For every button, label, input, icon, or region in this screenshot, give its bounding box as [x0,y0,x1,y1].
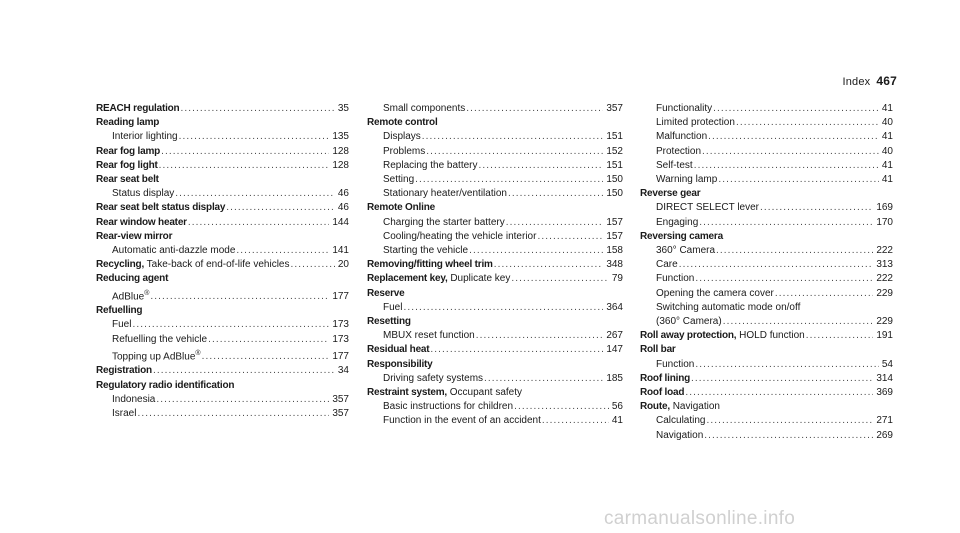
dot-leader [513,400,609,414]
page-reference[interactable]: 229 [876,316,893,328]
page-reference[interactable]: 147 [606,344,623,356]
page-reference[interactable]: 141 [332,245,349,257]
index-subentry [640,116,893,130]
index-heading [640,230,893,244]
dot-leader [235,244,329,258]
index-subentry [640,414,893,428]
entry-text [640,400,720,414]
index-heading [367,201,623,215]
index-heading [96,379,349,393]
dot-leader [774,287,873,301]
index-heading [96,230,349,244]
index-subentry [367,216,623,230]
heading-text: Refuelling [96,305,143,317]
page-reference[interactable]: 313 [876,259,893,271]
dot-leader [694,272,873,286]
index-entry [640,400,893,414]
subentry-text: Warning lamp [656,174,718,186]
page-reference[interactable]: 191 [876,330,893,342]
page-reference[interactable]: 34 [337,365,349,377]
subentry-text: Calculating [656,415,706,427]
watermark: carmanualsonline.info [604,508,796,529]
entry-text [367,258,493,272]
subentry-text: AdBlue® [112,289,150,302]
page-reference[interactable]: 79 [611,273,623,285]
subentry-text: (360° Camera) [656,316,722,328]
entry-term: Replacement key, [367,273,448,285]
entry-term: Recycling, [96,259,145,271]
subentry-text: Limited protection [656,117,735,129]
dot-leader [717,173,879,187]
dot-leader [429,343,603,357]
subentry-text: Indonesia [112,393,156,405]
page-reference[interactable]: 269 [876,429,893,441]
subentry-text: Engaging [656,216,699,228]
dot-leader [722,315,874,329]
page-reference[interactable]: 40 [881,145,893,157]
entry-text [96,364,152,378]
heading-text: Reducing agent [96,273,169,285]
subentry-text: Interior lighting [112,131,178,143]
index-subentry [96,244,349,258]
index-column-1 [96,102,349,421]
index-subentry [96,287,349,305]
page-reference[interactable]: 150 [606,188,623,200]
index-subentry [367,173,623,187]
entry-text [96,102,179,116]
index-subentry [96,130,349,144]
subentry-text: Stationary heater/ventilation [383,188,507,200]
page-number: 467 [876,74,897,88]
dot-leader [468,244,603,258]
page-reference[interactable]: 46 [337,188,349,200]
index-entry [96,201,349,215]
page-reference[interactable]: 41 [881,131,893,143]
index-subentry [96,318,349,332]
index-subentry [96,187,349,201]
index-entry [640,329,893,343]
entry-text [640,329,805,343]
subentry-text: Refuelling the vehicle [112,333,208,345]
dot-leader [174,187,335,201]
index-subentry [367,372,623,386]
index-subentry [367,159,623,173]
page-reference[interactable]: 169 [876,202,893,214]
heading-text: Resetting [367,316,411,328]
index-entry [367,386,623,400]
dot-leader [478,159,604,173]
index-subentry [640,102,893,116]
entry-text [96,159,158,173]
index-subentry [640,130,893,144]
entry-term: Registration [96,365,152,377]
page-reference[interactable]: 40 [881,117,893,129]
index-subentry [640,358,893,372]
entry-qualifier: Duplicate key [447,273,511,285]
subentry-text: Fuel [383,301,403,313]
index-subentry [367,187,623,201]
subentry-text: Cooling/heating the vehicle interior [383,230,537,242]
dot-leader [155,393,329,407]
heading-text: Responsibility [367,358,433,370]
entry-text [96,258,289,272]
page-reference[interactable]: 229 [876,287,893,299]
heading-text: Regulatory radio identification [96,379,235,391]
dot-leader [698,216,873,230]
page-reference[interactable]: 267 [606,330,623,342]
page-reference[interactable]: 56 [611,401,623,413]
dot-leader [414,173,603,187]
page-reference[interactable]: 41 [881,174,893,186]
dot-leader [160,145,329,159]
entry-text [640,372,690,386]
dot-leader [690,372,873,386]
index-column-2 [367,102,623,429]
index-subentry [640,173,893,187]
dot-leader [703,429,873,443]
page-reference[interactable]: 157 [606,230,623,242]
dot-leader [131,318,329,332]
page-reference[interactable]: 314 [876,372,893,384]
index-subentry [367,130,623,144]
subentry-text: Driving safety systems [383,372,484,384]
entry-text [96,145,160,159]
dot-leader [201,350,330,364]
dot-leader [425,145,603,159]
index-heading [640,343,893,357]
heading-text: Rear seat belt [96,174,159,186]
subentry-text: Opening the camera cover [656,287,774,299]
page-reference[interactable]: 177 [332,351,349,363]
index-subentry [367,230,623,244]
index-subentry [640,429,893,443]
dot-leader [152,364,335,378]
index-subentry [367,244,623,258]
dot-leader [805,329,874,343]
entry-qualifier: Occupant safety [446,387,523,399]
entry-term: Rear fog light [96,159,158,171]
dot-leader [187,216,329,230]
entry-term: Rear fog lamp [96,145,161,157]
heading-text: Reversing camera [640,230,723,242]
index-subentry [367,414,623,428]
index-heading [96,272,349,286]
subentry-text: Basic instructions for children [383,401,514,413]
page-reference[interactable]: 357 [332,393,349,405]
index-entry [96,102,349,116]
entry-qualifier: Take-back of end-of-life vehicles [144,259,290,271]
subentry-text: Functionality [656,103,713,114]
dot-leader [694,358,879,372]
dot-leader [493,258,604,272]
page-reference[interactable]: 369 [876,387,893,399]
index-subentry [640,159,893,173]
page-reference[interactable]: 46 [337,202,349,214]
dot-leader [505,216,604,230]
entry-term: Restraint system, [367,387,447,399]
entry-qualifier: HOLD function [736,330,805,342]
subentry-text: Status display [112,188,175,200]
index-entry [96,364,349,378]
index-entry [640,372,893,386]
index-entry [96,159,349,173]
dot-leader [178,130,330,144]
index-heading [367,315,623,329]
dot-leader [684,386,873,400]
index-entry [367,258,623,272]
page-reference[interactable]: 41 [881,159,893,171]
index-subentry [96,407,349,421]
page-reference[interactable]: 135 [332,131,349,143]
subentry-text: Charging the starter battery [383,216,505,228]
index-entry [640,386,893,400]
dot-leader [510,272,609,286]
page-reference[interactable]: 151 [606,159,623,171]
page-reference[interactable]: 151 [606,131,623,143]
subentry-text: Setting [383,174,415,186]
index-label: Index [842,76,871,88]
index-subentry [640,287,893,301]
heading-text: Reading lamp [96,117,160,129]
dot-leader [536,230,603,244]
page-reference[interactable]: 170 [876,216,893,228]
entry-text [96,201,225,215]
entry-text [96,216,187,230]
entry-term: Removing/fitting wheel trim [367,259,493,271]
subentry-text: Navigation [656,429,704,441]
entry-term: Roof lining [640,372,691,384]
index-subentry [367,301,623,315]
index-subentry [640,244,893,258]
page-reference[interactable]: 348 [606,259,623,271]
index-subentry [96,393,349,407]
index-entry [96,258,349,272]
subentry-text: Care [656,259,678,271]
dot-leader [707,130,879,144]
heading-text: Rear-view mirror [96,230,173,242]
subentry-text: Malfunction [656,131,708,143]
subentry-text: Replacing the battery [383,159,478,171]
subentry-text: Protection [656,145,702,157]
index-column-3 [640,102,893,443]
dot-leader [541,414,609,428]
index-subentry [367,329,623,343]
subentry-text: Function in the event of an accident [383,415,541,427]
entry-term: Roll away protection, [640,330,737,342]
subentry-text: Self-test [656,159,693,171]
page-reference[interactable]: 173 [332,333,349,345]
dot-leader [701,145,879,159]
dot-leader [693,159,879,173]
entry-text [367,343,429,357]
subentry-text: Problems [383,145,426,157]
page-reference[interactable]: 271 [876,415,893,427]
index-subentry [640,216,893,230]
entry-term: Roof load [640,387,685,399]
subentry-text: Small components [383,103,466,114]
index-entry [367,272,623,286]
dot-leader [759,201,873,215]
subentry-text: Starting the vehicle [383,245,469,257]
dot-leader [735,116,879,130]
entry-term: Rear window heater [96,216,187,228]
dot-leader [149,290,329,304]
index-entry [96,145,349,159]
dot-leader [225,201,335,215]
subentry-text: Israel [112,407,137,419]
page-reference[interactable]: 357 [606,103,623,114]
index-subentry [640,301,893,315]
page-reference[interactable]: 357 [332,407,349,419]
entry-text [640,386,684,400]
index-subentry [96,333,349,347]
subentry-text: Automatic anti-dazzle mode [112,245,236,257]
page-reference[interactable]: 173 [332,319,349,331]
index-entry [367,343,623,357]
page-reference[interactable]: 41 [881,103,893,114]
index-heading [367,116,623,130]
dot-leader [421,130,604,144]
subentry-text: Function [656,358,695,370]
subentry-text: Displays [383,131,421,143]
subentry-text: Topping up AdBlue® [112,349,201,363]
dot-leader [465,102,603,116]
index-subentry [367,145,623,159]
entry-term: Residual heat [367,344,430,356]
index-heading [96,116,349,130]
dot-leader [179,102,334,116]
page-reference[interactable]: 177 [332,290,349,302]
dot-leader [705,414,873,428]
dot-leader [289,258,334,272]
heading-text: Reserve [367,287,405,299]
index-heading [367,358,623,372]
subentry-text: MBUX reset function [383,330,475,342]
page-reference[interactable]: 185 [606,372,623,384]
dot-leader [402,301,603,315]
page-reference[interactable]: 54 [881,358,893,370]
index-subentry [96,347,349,365]
entry-text [367,272,510,286]
index-subentry [367,400,623,414]
page-reference[interactable]: 152 [606,145,623,157]
index-subentry [640,315,893,329]
index-subentry [640,272,893,286]
page-reference[interactable]: 150 [606,174,623,186]
subentry-text: 360° Camera [656,245,716,257]
page-reference[interactable]: 222 [876,245,893,257]
page-reference[interactable]: 364 [606,301,623,313]
heading-text: Roll bar [640,344,676,356]
entry-text [367,386,522,400]
page-reference[interactable]: 20 [337,259,349,271]
heading-text: Remote control [367,117,438,129]
index-subentry [640,258,893,272]
dot-leader [507,187,603,201]
index-heading [96,304,349,318]
dot-leader [136,407,329,421]
index-subentry [640,145,893,159]
index-heading [640,187,893,201]
page-reference[interactable]: 35 [337,103,349,114]
dot-leader [158,159,330,173]
subentry-text: Function [656,273,695,285]
page-reference[interactable]: 157 [606,216,623,228]
subentry-text: Switching automatic mode on/off [656,301,801,313]
dot-leader [475,329,604,343]
dot-leader [678,258,874,272]
entry-qualifier: Navigation [669,401,720,413]
page-reference[interactable]: 222 [876,273,893,285]
subentry-text: DIRECT SELECT lever [656,202,759,214]
index-subentry [640,201,893,215]
subentry-text: Fuel [112,319,132,331]
dot-leader [715,244,873,258]
index-entry [96,216,349,230]
index-heading [96,173,349,187]
entry-term: REACH regulation [96,103,180,114]
heading-text: Remote Online [367,202,435,214]
page-reference[interactable]: 41 [611,415,623,427]
index-subentry [367,102,623,116]
dot-leader [207,333,329,347]
entry-term: Route, [640,401,670,413]
index-heading [367,287,623,301]
page-reference[interactable]: 128 [332,159,349,171]
page-reference[interactable]: 128 [332,145,349,157]
entry-term: Rear seat belt status display [96,202,226,214]
page-reference[interactable]: 158 [606,245,623,257]
dot-leader [483,372,603,386]
dot-leader [712,102,879,116]
heading-text: Reverse gear [640,188,701,200]
page-reference[interactable]: 144 [332,216,349,228]
page-header [842,74,897,88]
